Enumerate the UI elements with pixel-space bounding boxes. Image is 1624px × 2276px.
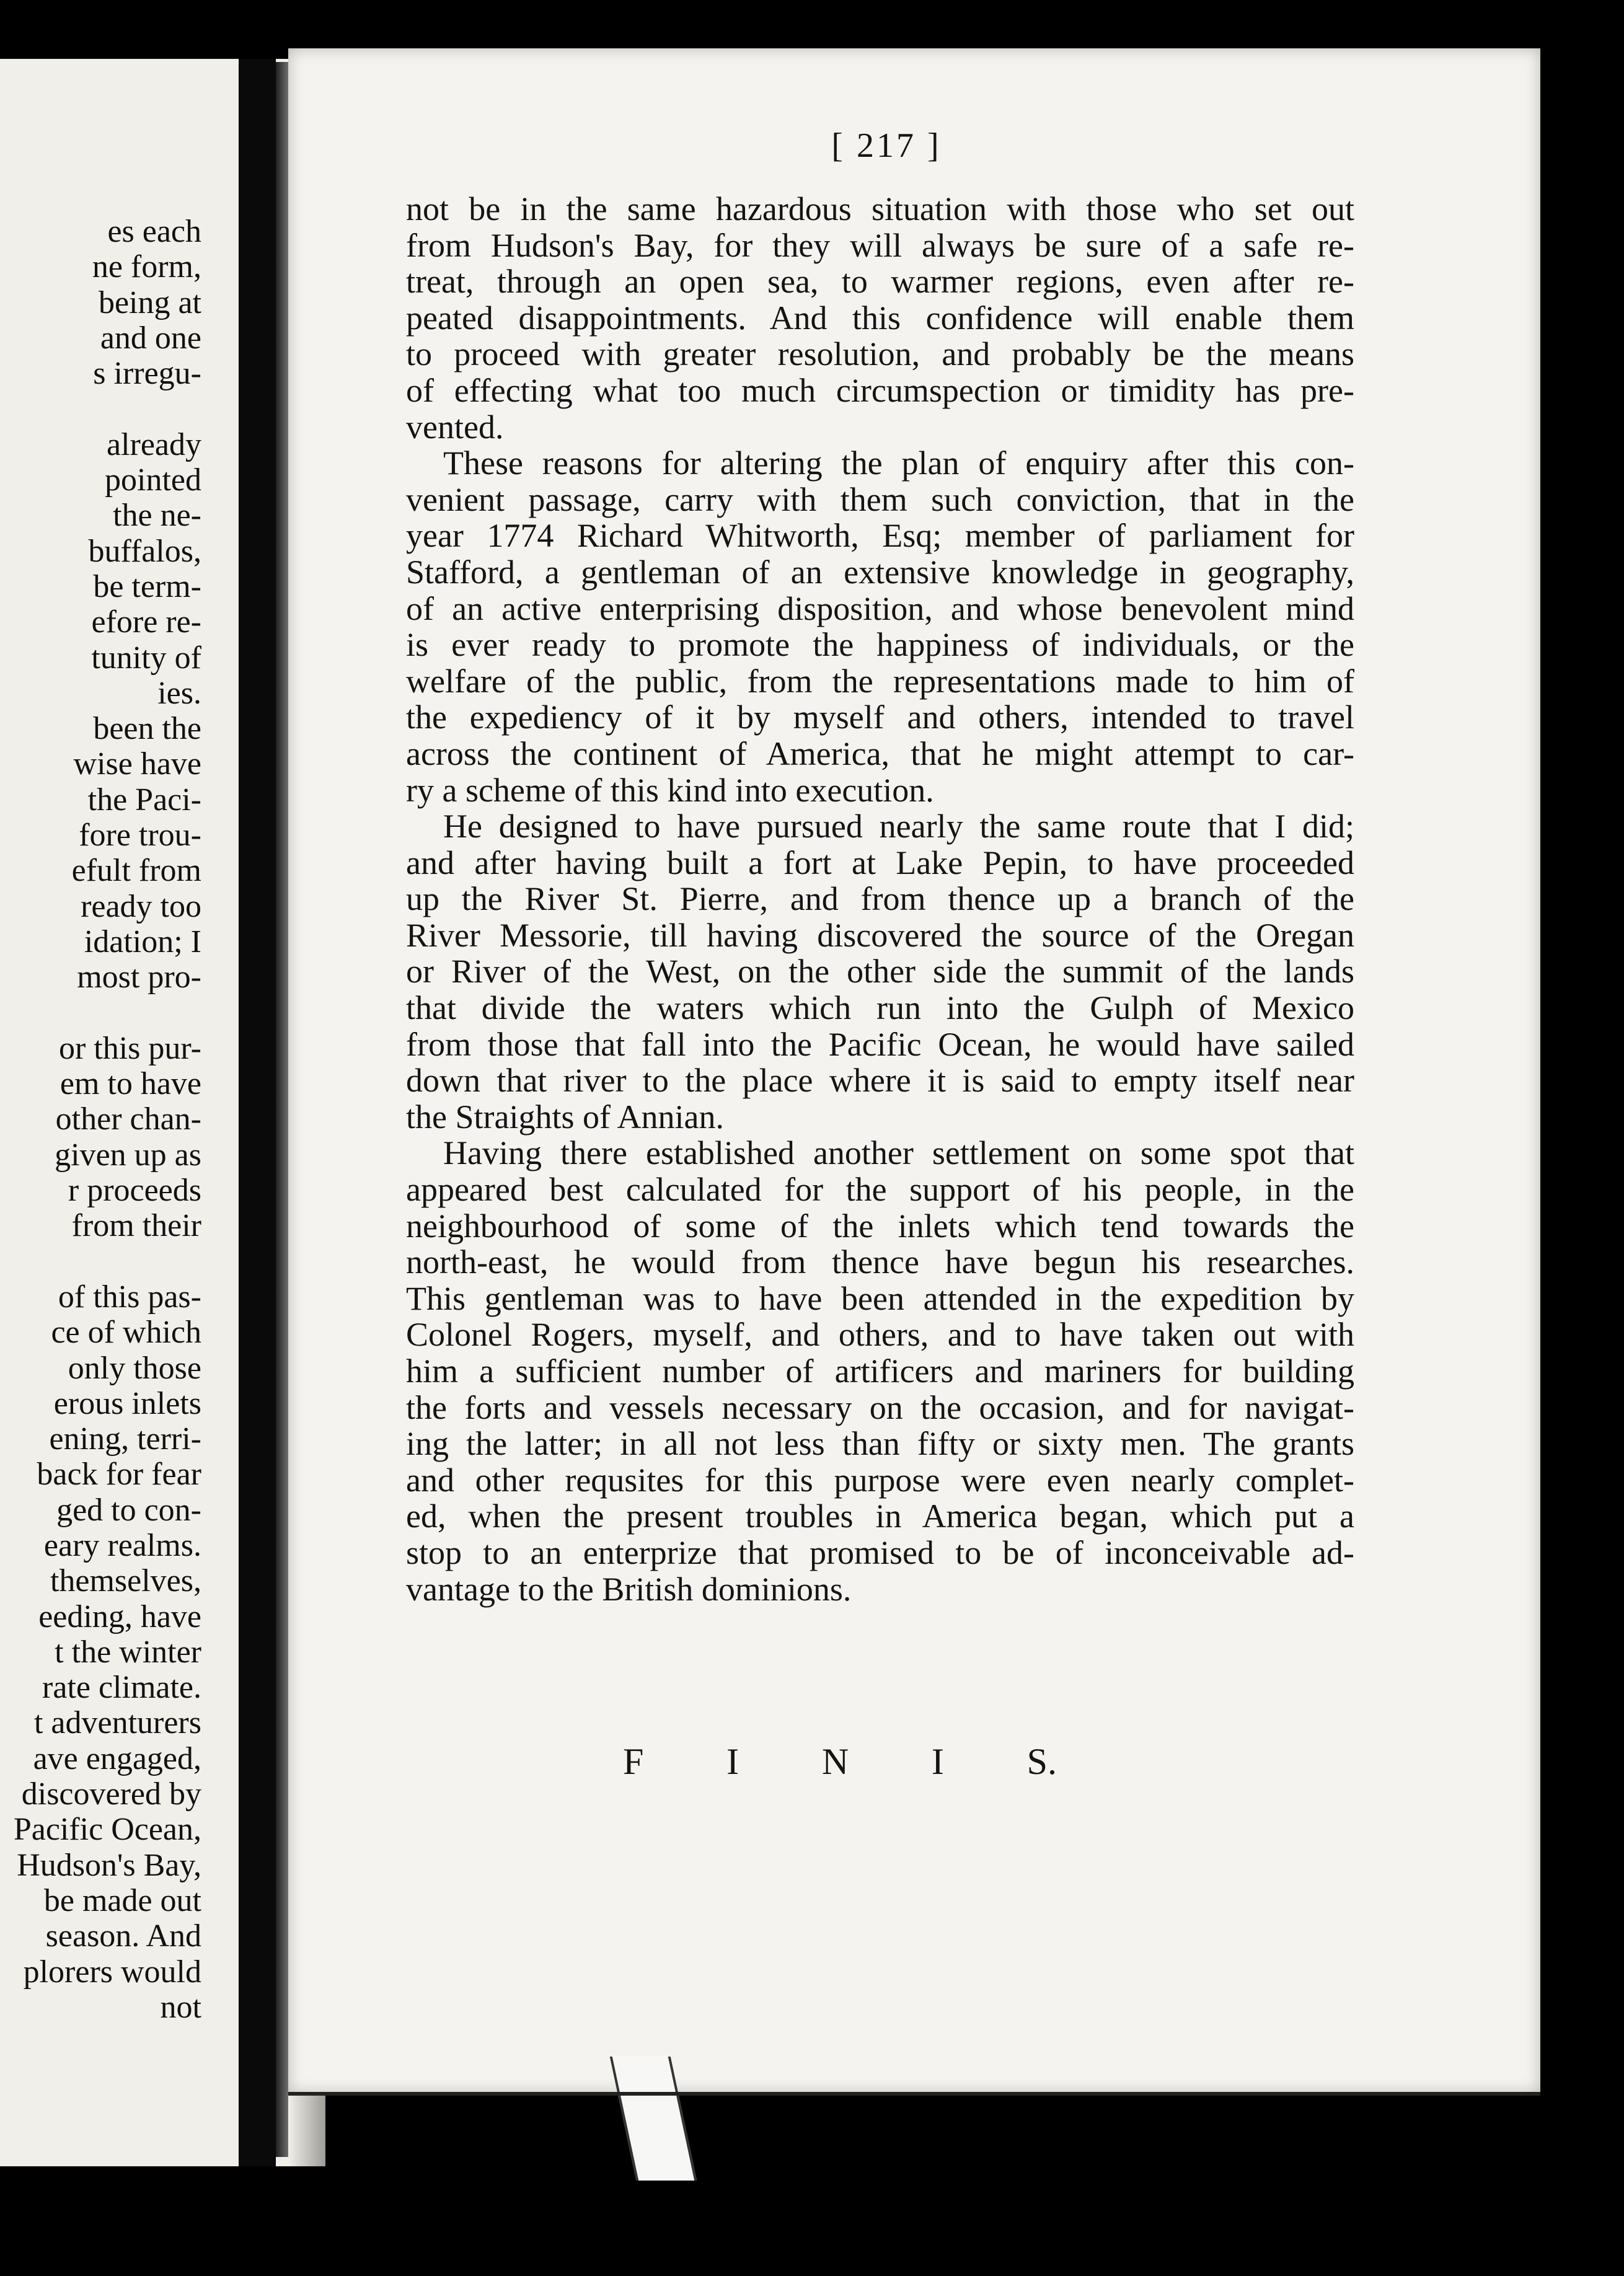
text-line: the forts and vessels necessary on the occasion, and for navigat- (406, 1388, 1354, 1426)
left-text-line: idation; I (84, 924, 201, 959)
left-text-line: wise have (73, 746, 201, 782)
left-text-line: being at (98, 284, 201, 320)
book-binding (239, 59, 276, 2166)
left-text-line: ave engaged, (33, 1740, 201, 1776)
binding-edge (276, 62, 288, 2157)
text-line: vented. (406, 408, 504, 446)
left-text-line: been the (93, 711, 201, 747)
text-line: ed, when the present troubles in America began, which put a (406, 1497, 1354, 1535)
left-text-line: tunity of (91, 640, 201, 676)
left-text-line: most pro- (77, 959, 201, 995)
text-line: the Straights of Annian. (406, 1098, 724, 1136)
left-text-line: the Paci- (87, 782, 201, 818)
left-text-line: of this pas- (58, 1279, 201, 1315)
left-text-line: back for fear (37, 1457, 201, 1493)
left-text-line: ne form, (92, 249, 201, 285)
left-text-line: eeding, have (38, 1599, 201, 1634)
page-number: [ 217 ] (831, 126, 942, 165)
text-line: venient passage, carry with them such conviction, that in the (406, 480, 1354, 518)
left-text-line (0, 1244, 201, 1279)
text-line: These reasons for altering the plan of enquiry after this con- (443, 444, 1354, 482)
finis-letter: S. (1026, 1741, 1057, 1782)
left-text-line: themselves, (50, 1563, 201, 1599)
right-page (288, 48, 1540, 2094)
left-text-line: only those (68, 1350, 201, 1386)
left-text-line: efult from (71, 853, 201, 889)
left-text-line: t adventurers (33, 1705, 201, 1741)
left-text-line: ready too (81, 888, 201, 924)
finis-letter: N (821, 1741, 849, 1782)
text-line: and other requsites for this purpose were even nearly complet- (406, 1461, 1354, 1499)
text-line: Having there established another settlement on some spot that (443, 1134, 1354, 1172)
page-body-text (406, 191, 1354, 1607)
left-text-line: erous inlets (53, 1385, 201, 1421)
page-bottom-edge (288, 2092, 1540, 2096)
left-text-line: discovered by (21, 1776, 201, 1812)
text-line: welfare of the public, from the representations made to him of (406, 662, 1354, 700)
paper-strip (610, 2057, 697, 2181)
text-line: up the River St. Pierre, and from thence up a branch of the (406, 880, 1354, 918)
text-line: neighbourhood of some of the inlets which tend towards the (406, 1207, 1354, 1245)
text-line: ing the latter; in all not less than fifty or sixty men. The grants (406, 1425, 1354, 1463)
left-text-line: from their (71, 1208, 201, 1244)
left-text-line: plorers would (23, 1954, 201, 1990)
finis-heading (623, 1740, 1057, 1783)
left-text-line: t the winter (55, 1634, 201, 1670)
left-text-line: s irregu- (93, 356, 201, 392)
left-text-line: buffalos, (88, 533, 201, 569)
finis-letter: I (726, 1741, 739, 1782)
left-text-line: r proceeds (68, 1173, 201, 1209)
text-line: He designed to have pursued nearly the same route that I did; (443, 808, 1354, 845)
finis-letter: F (623, 1741, 644, 1782)
left-text-line: fore trou- (79, 818, 201, 854)
left-text-line: ening, terri- (49, 1421, 201, 1457)
left-text-line: pointed (105, 462, 201, 498)
finis-letter: I (931, 1741, 944, 1782)
left-text-line: other chan- (55, 1101, 201, 1137)
text-line: Stafford, a gentleman of an extensive knowledge in geography, (406, 553, 1354, 591)
left-text-line: the ne- (113, 498, 201, 534)
text-line: This gentleman was to have been attended in the expedition by (406, 1279, 1354, 1317)
text-line: River Messorie, till having discovered the source of the Oregan (406, 916, 1354, 954)
left-text-line: ce of which (51, 1315, 201, 1351)
text-line: Colonel Rogers, myself, and others, and to have taken out with (406, 1316, 1354, 1354)
text-line: is ever ready to promote the happiness of individuals, or the (406, 626, 1354, 664)
left-text-line: Pacific Ocean, (13, 1812, 201, 1848)
left-text-line: not (160, 1989, 201, 2025)
text-line: to proceed with greater resolution, and probably be the means (406, 335, 1354, 373)
left-text-line: already (106, 426, 201, 462)
text-line: that divide the waters which run into the Gulph of Mexico (406, 989, 1354, 1027)
text-line: the expediency of it by myself and others, intended to travel (406, 699, 1354, 736)
left-text-line: efore re- (91, 604, 201, 640)
left-text-line: Hudson's Bay, (17, 1847, 201, 1883)
left-text-line: ged to con- (56, 1492, 201, 1528)
text-line: of an active enterprising disposition, and whose benevolent mind (406, 589, 1354, 627)
left-text-line: be term- (93, 568, 201, 604)
text-line: not be in the same hazardous situation with those who set out (406, 190, 1354, 227)
left-text-line: and one (100, 320, 201, 356)
text-line: him a sufficient number of artificers and mariners for building (406, 1352, 1354, 1390)
left-text-line: be made out (43, 1882, 201, 1918)
text-line: treat, through an open sea, to warmer regions, even after re- (406, 263, 1354, 301)
left-text-line: eary realms. (43, 1527, 201, 1563)
text-line: stop to an enterprize that promised to be of inconceivable ad- (406, 1533, 1354, 1571)
text-line: vantage to the British dominions. (406, 1570, 852, 1608)
text-line: down that river to the place where it is said to empty itself near (406, 1062, 1354, 1100)
left-text-line: rate climate. (42, 1670, 201, 1706)
text-line: peated disappointments. And this confidence will enable them (406, 299, 1354, 337)
text-line: or River of the West, on the other side the summit of the lands (406, 953, 1354, 990)
left-text-line (0, 995, 201, 1031)
left-text-line: ies. (157, 675, 201, 711)
left-text-line: em to have (60, 1066, 201, 1102)
text-line: of effecting what too much circumspection or timidity has pre- (406, 371, 1354, 409)
left-text-line: or this pur- (58, 1030, 201, 1066)
text-line: ry a scheme of this kind into execution. (406, 771, 934, 809)
left-text-line: es each (107, 214, 201, 249)
text-line: from those that fall into the Pacific Ocean, he would have sailed (406, 1025, 1354, 1063)
left-text-line: given up as (55, 1137, 201, 1173)
text-line: and after having built a fort at Lake Pepin, to have proceeded (406, 844, 1354, 881)
text-line: from Hudson's Bay, for they will always be sure of a safe re- (406, 226, 1354, 264)
left-page-text (0, 214, 201, 2025)
text-line: across the continent of America, that he might attempt to car- (406, 734, 1354, 772)
text-line: appeared best calculated for the support of his people, in the (406, 1171, 1354, 1209)
text-line: year 1774 Richard Whitworth, Esq; member of parliament for (406, 517, 1354, 555)
text-line: north-east, he would from thence have begun his researches. (406, 1243, 1354, 1281)
left-text-line: season. And (45, 1918, 201, 1954)
left-text-line (0, 391, 201, 426)
